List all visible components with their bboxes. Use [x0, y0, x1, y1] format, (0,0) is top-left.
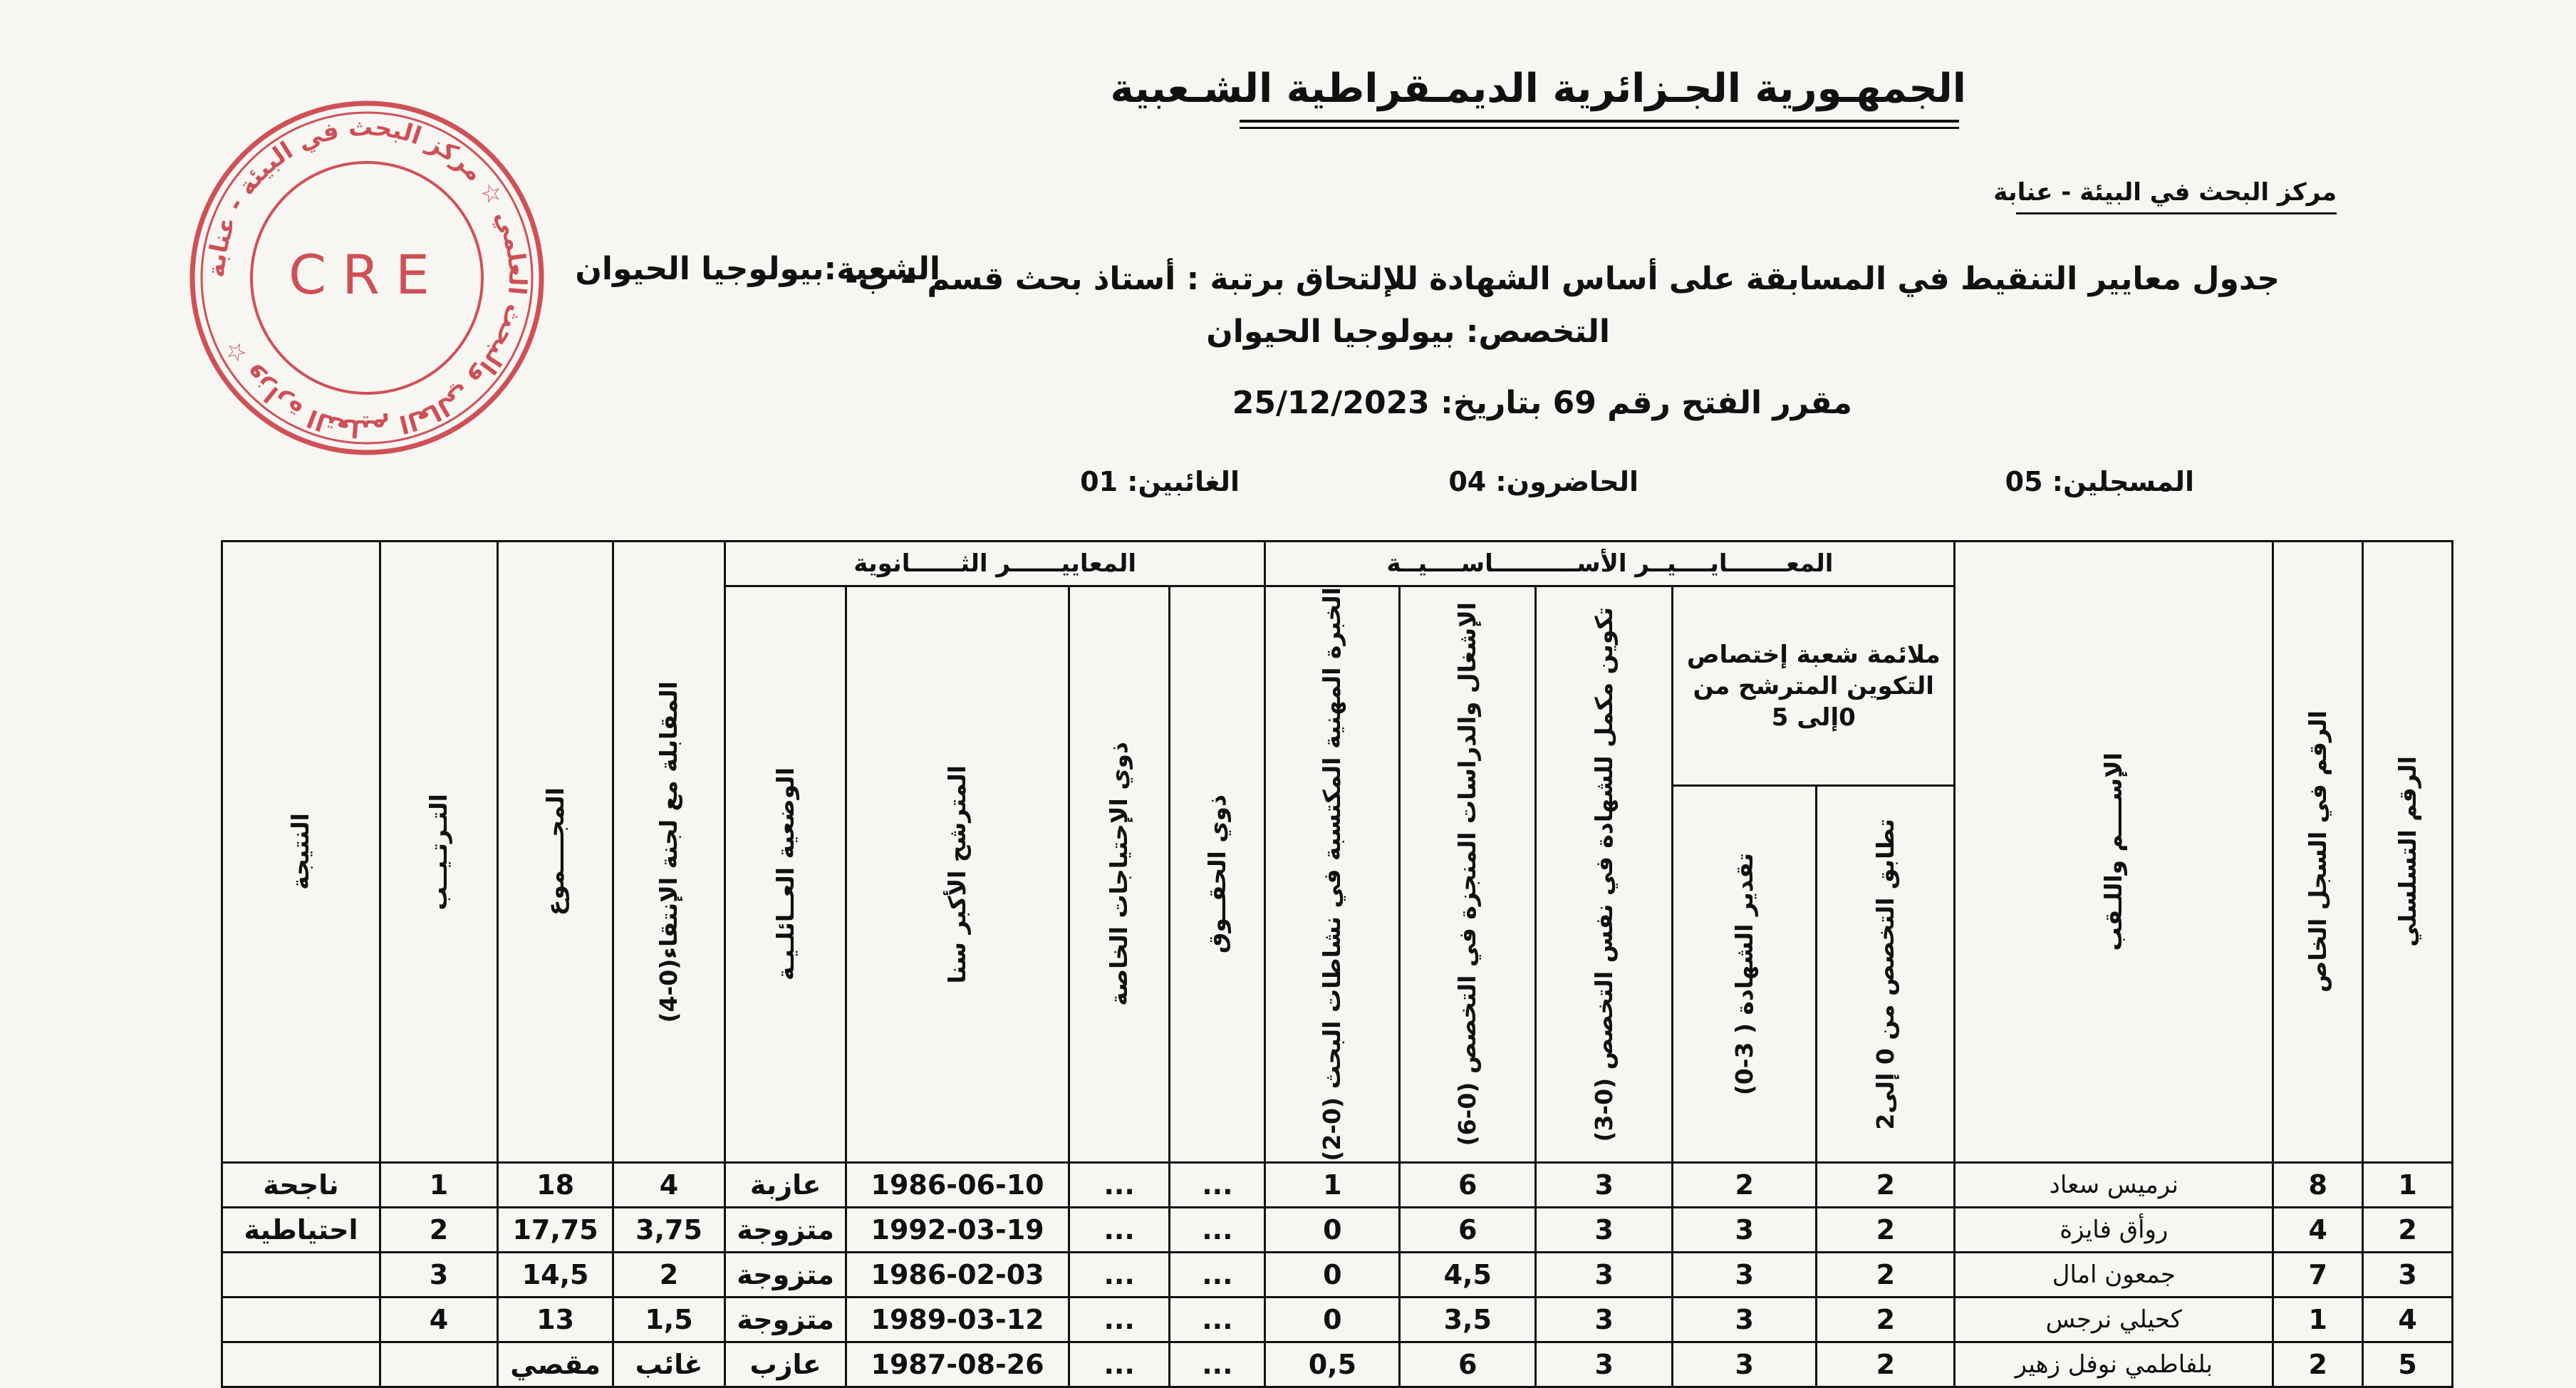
cell-oldest: 1987-08-26: [846, 1342, 1069, 1387]
table-row: [222, 1162, 2453, 1207]
col-family: الوضعية العــائلـيـة: [724, 586, 846, 1163]
cell-register-no: 1: [2273, 1297, 2363, 1342]
cell-total: مقصي: [498, 1342, 613, 1387]
group-suitability: ملائمة شعبة إختصاص التكوين المترشح من 0إلى 5: [1673, 586, 1955, 786]
title-underline: [1240, 120, 1959, 123]
cell-works: 6: [1400, 1207, 1536, 1252]
cell-rights: ...: [1170, 1252, 1265, 1297]
cell-cert-grade: 3: [1673, 1297, 1817, 1342]
cell-cert-grade: 2: [1673, 1162, 1817, 1207]
table-row: [222, 1207, 2453, 1252]
official-stamp: [182, 100, 552, 456]
cell-cert-grade: 3: [1673, 1342, 1817, 1387]
cell-total: 17,75: [498, 1207, 613, 1252]
col-experience: الخبرة المهنية المكتسبة في نشاطات البحث (0-2): [1265, 586, 1400, 1163]
cell-special-needs: ...: [1069, 1342, 1169, 1387]
cell-result: [222, 1342, 380, 1387]
research-center-name: مركز البحث في البيئة - عنابة: [1993, 178, 2337, 207]
specialty-label: التخصص: بيولوجيا الحيوان: [1206, 314, 1610, 350]
col-rights: ذوي الحقــوق: [1170, 586, 1265, 1163]
cell-works: 4,5: [1400, 1252, 1536, 1297]
cell-oldest: 1986-02-03: [846, 1252, 1069, 1297]
cell-special-needs: ...: [1069, 1207, 1169, 1252]
cell-total: 18: [498, 1162, 613, 1207]
cell-name: كحيلي نرجس: [1955, 1297, 2273, 1342]
cell-spec-match: 2: [1817, 1342, 1955, 1387]
col-result: النتيجة: [222, 542, 380, 1163]
cell-works: 3,5: [1400, 1297, 1536, 1342]
cell-total: 14,5: [498, 1252, 613, 1297]
cell-serial: 4: [2363, 1297, 2453, 1342]
stamp-center-text: CRE: [289, 243, 445, 306]
cell-family: متزوجة: [724, 1207, 846, 1252]
table-row: [222, 1342, 2453, 1387]
cell-serial: 2: [2363, 1207, 2453, 1252]
cell-special-needs: ...: [1069, 1297, 1169, 1342]
cell-rights: ...: [1170, 1342, 1265, 1387]
cell-cert-grade: 3: [1673, 1252, 1817, 1297]
cell-interview: 3,75: [613, 1207, 725, 1252]
group-basic-criteria: المعـــــــايــــيــر الأســــــــــاســــيــة: [1265, 542, 1955, 586]
cell-result: ناجحة: [222, 1162, 380, 1207]
table-body: [222, 1162, 2453, 1387]
cell-spec-match: 2: [1817, 1252, 1955, 1297]
cell-spec-match: 2: [1817, 1162, 1955, 1207]
cell-name: نرميس سعاد: [1955, 1162, 2273, 1207]
col-complement: تكوين مكمل للشهادة في نفس التخصص (0-3): [1536, 586, 1673, 1163]
cell-rights: ...: [1170, 1297, 1265, 1342]
cell-experience: 0,5: [1265, 1342, 1400, 1387]
cell-interview: 1,5: [613, 1297, 725, 1342]
cell-complement: 3: [1536, 1252, 1673, 1297]
cell-spec-match: 2: [1817, 1207, 1955, 1252]
cell-family: متزوجة: [724, 1252, 846, 1297]
cell-rank: 4: [380, 1297, 497, 1342]
col-oldest: المترشح الأكبر سنا: [846, 586, 1069, 1163]
cell-interview: غائب: [613, 1342, 725, 1387]
cell-family: عازب: [724, 1342, 846, 1387]
table-heading: جدول معايير التنقيط في المسابقة على أساس الشهادة للإلتحاق برتبة : أستاذ بحث قسم – ب-: [845, 261, 2280, 297]
cell-result: احتياطية: [222, 1207, 380, 1252]
col-register-no: الرقم في السجل الخاص: [2273, 542, 2363, 1163]
cell-cert-grade: 3: [1673, 1207, 1817, 1252]
cell-interview: 2: [613, 1252, 725, 1297]
cell-oldest: 1992-03-19: [846, 1207, 1069, 1252]
col-cert-grade: تقدير الشهادة ( 3-0): [1673, 786, 1817, 1163]
cell-rank: 1: [380, 1162, 497, 1207]
branch-label: الشعبة:بيولوجيا الحيوان: [575, 251, 940, 287]
cell-interview: 4: [613, 1162, 725, 1207]
cell-experience: 0: [1265, 1297, 1400, 1342]
present-count: الحاضرون: 04: [1448, 466, 1638, 497]
cell-special-needs: ...: [1069, 1252, 1169, 1297]
col-spec-match: تطابق التخصص من 0 إلى2: [1817, 786, 1955, 1163]
cell-register-no: 2: [2273, 1342, 2363, 1387]
cell-rank: 2: [380, 1207, 497, 1252]
col-works: الإشغال والدراسات المنجزة في التخصص (0-6): [1400, 586, 1536, 1163]
absent-count: الغائبين: 01: [1080, 466, 1240, 497]
col-total: المجــــموع: [498, 542, 613, 1163]
cell-rank: [380, 1342, 497, 1387]
cell-name: روأق فايزة: [1955, 1207, 2273, 1252]
col-serial: الرقم التسلسلي: [2363, 542, 2453, 1163]
cell-name: بلفاطمي نوفل زهير: [1955, 1342, 2273, 1387]
cell-special-needs: ...: [1069, 1162, 1169, 1207]
cell-complement: 3: [1536, 1162, 1673, 1207]
cell-name: جمعون امال: [1955, 1252, 2273, 1297]
stamp-ring-text: وزارة التعليم العالي والبحث العلمي ☆ مركز البحث في البيئة - عنابة ☆: [202, 113, 532, 443]
col-special-needs: ذوي الإحتياجات الخاصة: [1069, 586, 1169, 1163]
decision-label: مقرر الفتح رقم 69 بتاريخ: 25/12/2023: [1232, 385, 1852, 421]
republic-title: الجمهـورية الجـزائرية الديمـقراطية الشـعبية: [1110, 66, 1966, 112]
col-name: الإســــم واللـقب: [1955, 542, 2273, 1163]
cell-serial: 5: [2363, 1342, 2453, 1387]
cell-total: 13: [498, 1297, 613, 1342]
table-row: [222, 1252, 2453, 1297]
cell-register-no: 7: [2273, 1252, 2363, 1297]
col-interview: المقابلة مع لجنة الإنتقاء(0-4): [613, 542, 725, 1163]
cell-result: [222, 1252, 380, 1297]
cell-rights: ...: [1170, 1162, 1265, 1207]
cell-serial: 3: [2363, 1252, 2453, 1297]
cell-serial: 1: [2363, 1162, 2453, 1207]
center-underline: [2016, 212, 2337, 214]
cell-works: 6: [1400, 1342, 1536, 1387]
cell-rights: ...: [1170, 1207, 1265, 1252]
score-table: [221, 540, 2453, 1388]
title-underline-second: [1240, 127, 1959, 129]
cell-experience: 0: [1265, 1207, 1400, 1252]
cell-register-no: 8: [2273, 1162, 2363, 1207]
group-secondary-criteria: المعاييــــــر الثــــــانوية: [724, 542, 1265, 586]
cell-oldest: 1986-06-10: [846, 1162, 1069, 1207]
cell-spec-match: 2: [1817, 1297, 1955, 1342]
cell-experience: 1: [1265, 1162, 1400, 1207]
cell-family: متزوجة: [724, 1297, 846, 1342]
cell-rank: 3: [380, 1252, 497, 1297]
cell-complement: 3: [1536, 1342, 1673, 1387]
col-rank: التـرتـيــب: [380, 542, 497, 1163]
cell-register-no: 4: [2273, 1207, 2363, 1252]
cell-result: [222, 1297, 380, 1342]
cell-complement: 3: [1536, 1297, 1673, 1342]
registered-count: المسجلين: 05: [2005, 466, 2194, 497]
cell-oldest: 1989-03-12: [846, 1297, 1069, 1342]
cell-family: عازبة: [724, 1162, 846, 1207]
cell-experience: 0: [1265, 1252, 1400, 1297]
cell-complement: 3: [1536, 1207, 1673, 1252]
table-row: [222, 1297, 2453, 1342]
cell-works: 6: [1400, 1162, 1536, 1207]
